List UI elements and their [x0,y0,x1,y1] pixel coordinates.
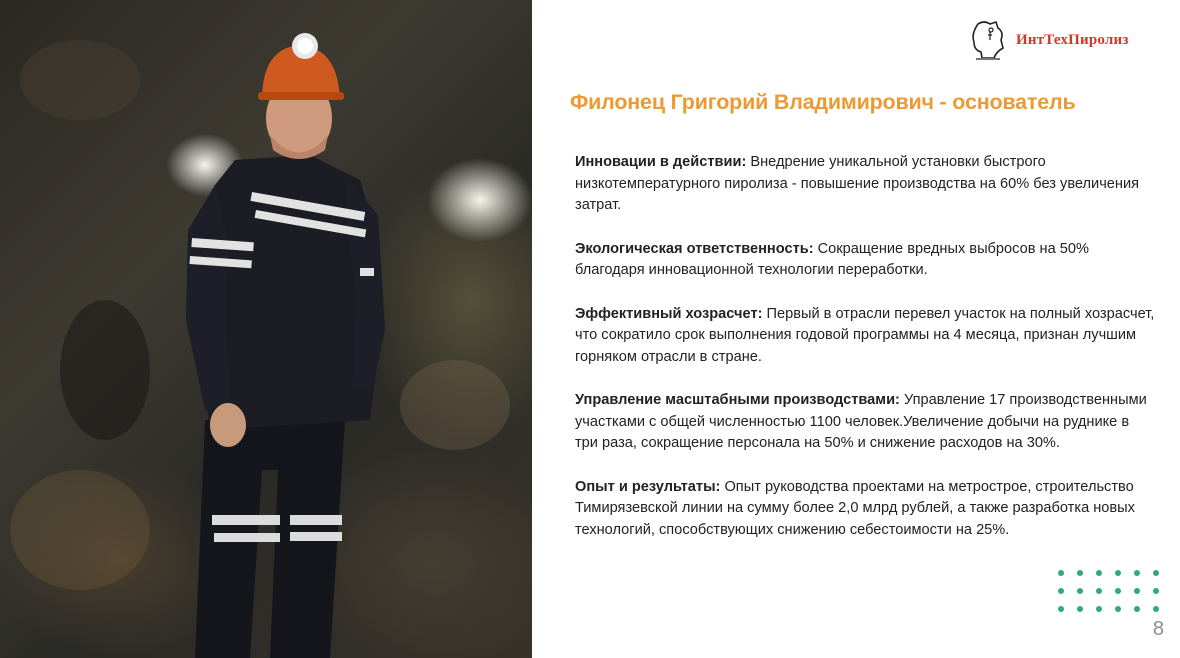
miner-photo [0,0,532,658]
paragraph-innovation [575,152,1155,217]
decor-dot [1134,606,1140,612]
dot-grid-decoration [1058,570,1160,612]
decor-dot [1096,606,1102,612]
decor-dot [1153,606,1159,612]
decor-dot [1134,588,1140,594]
paragraph-text: Первый в отрасли перевел участок на полный хозрасчет, что сократило срок выполнения годовой программы на 4 месяца, признан лучшим горняком отрасли в стране. [575,305,1155,365]
company-logo [968,18,1129,62]
paragraph-heading: Опыт и результаты: [575,478,721,495]
paragraph-heading: Управление масштабными производствами: [575,392,900,408]
paragraph-text: Опыт руководства проектами на метрострое, строительство Тимирязевской линии на сумму более 2,0 млрд рублей, а также разработка новых технологий, способствующих снижению себестоимости на 25%. [575,478,1135,538]
miner-figure [0,0,532,658]
paragraph-experience [575,477,1155,542]
paragraph-text: Сокращение вредных выбросов на 50% благодаря инновационной технологии переработки. [575,240,1089,278]
paragraph-management [575,390,1155,455]
map-head-logo-icon [968,18,1008,62]
decor-dot [1077,606,1083,612]
achievements-list [575,152,1155,563]
decor-dot [1058,588,1064,594]
decor-dot [1115,588,1121,594]
paragraph-self-financing [575,304,1155,369]
decor-dot [1096,588,1102,594]
paragraph-heading: Экологическая ответственность: [575,240,814,257]
decor-dot [1077,570,1083,576]
decor-dot [1058,606,1064,612]
paragraph-text: Внедрение уникальной установки быстрого низкотемпературного пиролиза - повышение производства на 60% без увеличения затрат. [575,154,1140,213]
decor-dot [1096,570,1102,576]
page-number: 8 [1152,618,1164,640]
decor-dot [1134,570,1140,576]
paragraph-text: Управление 17 производственными участками с общей численностью 1100 человек.Увеличение добычи на руднике в три раза, сокращение персонала на 50% и снижение расходов на 30%. [575,392,1147,451]
paragraph-ecology [575,239,1155,282]
content-panel [532,0,1180,658]
paragraph-heading: Инновации в действии: [575,154,747,170]
decor-dot [1115,606,1121,612]
decor-dot [1077,588,1083,594]
brand-name: ИнтТехПиролиз [1016,31,1129,48]
page-title: Филонец Григорий Владимирович - основатель [570,90,1076,114]
decor-dot [1115,570,1121,576]
paragraph-heading: Эффективный хозрасчет: [575,305,763,322]
decor-dot [1153,570,1159,576]
decor-dot [1058,570,1064,576]
decor-dot [1153,588,1159,594]
